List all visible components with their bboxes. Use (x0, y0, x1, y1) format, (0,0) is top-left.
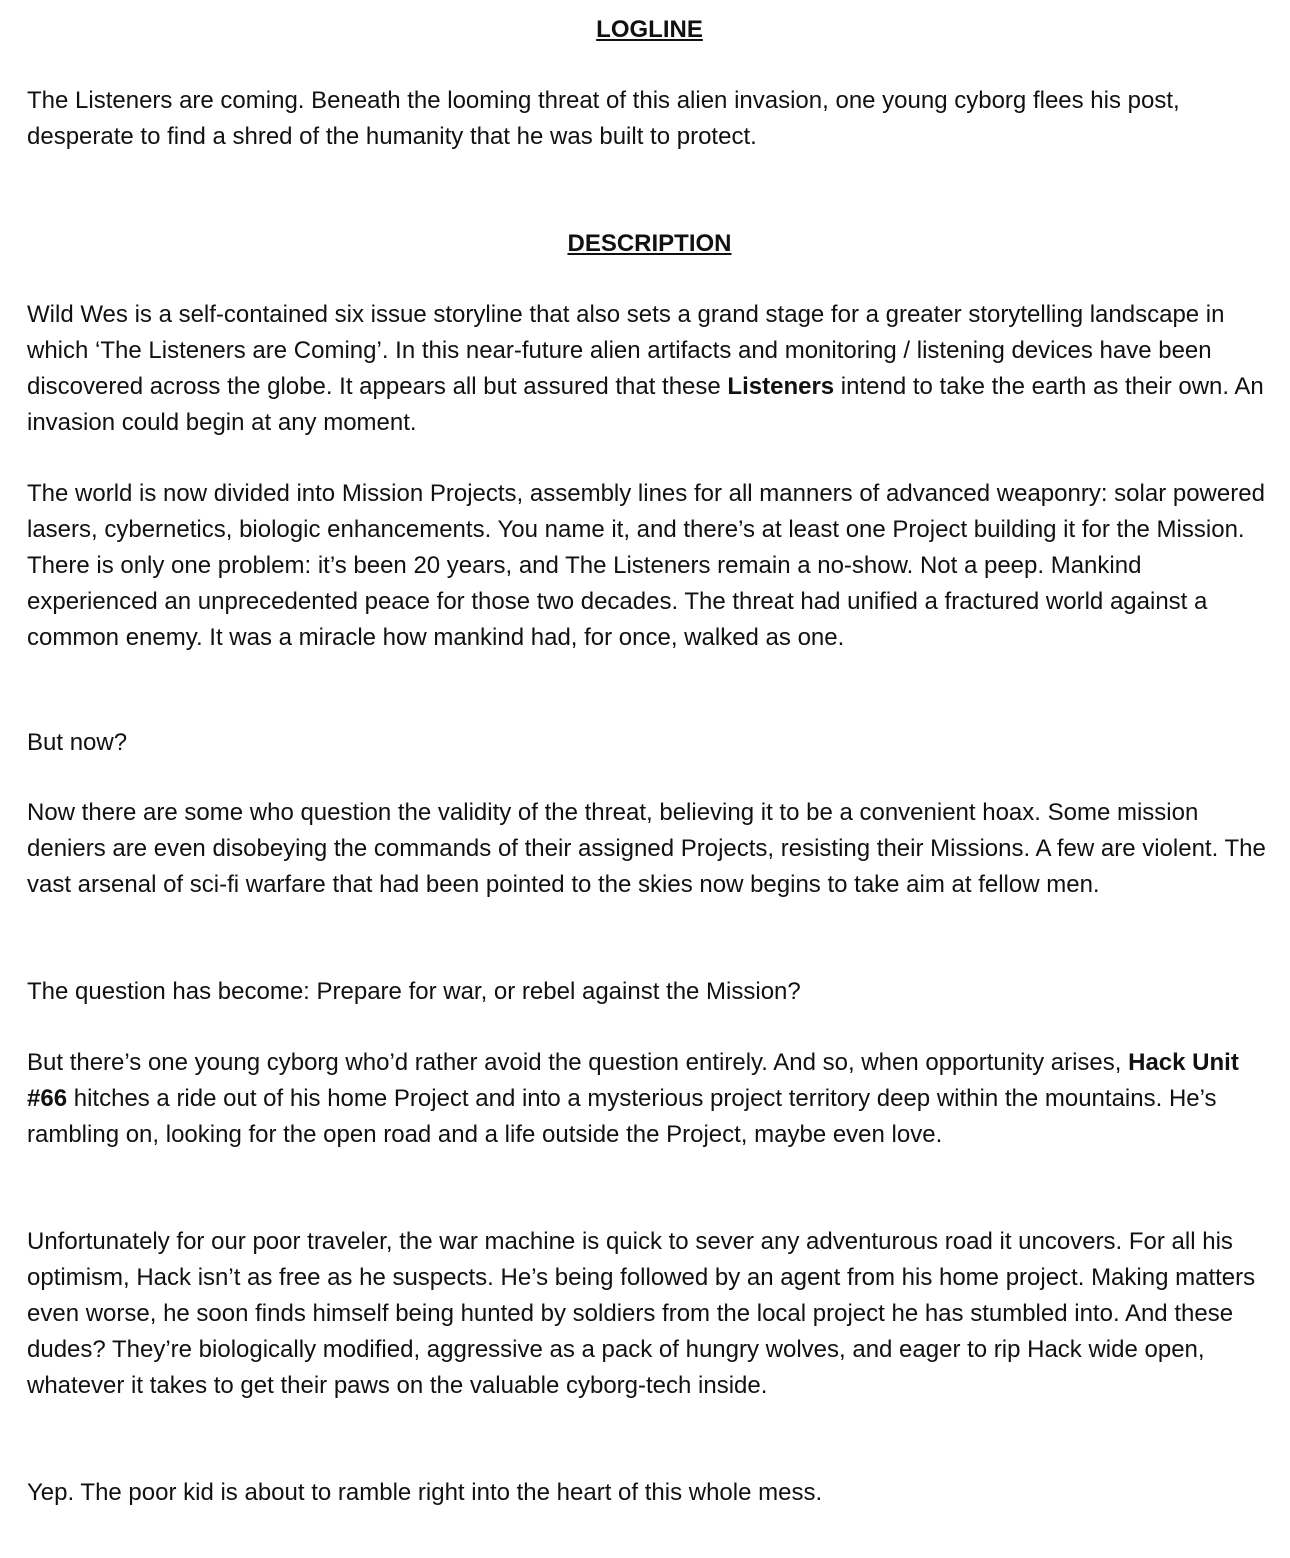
description-paragraph-7: Unfortunately for our poor traveler, the war machine is quick to sever any adventurous road it uncovers. For all his optimism, Hack isn’t as free as he suspects. He’s being followed by an agent from his home project. Making matters even worse, he soon finds himself being hunted by soldiers from the local project he has stumbled into. And these dudes? They’re biologically modified, aggressive as a pack of hungry wolves, and eager to rip Hack wide open, whatever it takes to get their paws on the valuable cyborg-tech inside. (27, 1228, 1256, 1399)
logline-text: The Listeners are coming. Beneath the looming threat of this alien invasion, one young cyborg flees his post, desperate to find a shred of the humanity that he was built to protect. (27, 87, 1180, 150)
listeners-bold-term: Listeners (727, 373, 835, 400)
paragraph-text: Wild Wes is a self-contained six issue storyline that also sets a grand stage for a greater storytelling landscape in which ‘The Listeners are Coming’. In this near-future alien artifacts and monitoring / listening devices have been discovered across the globe. It appears all but assured that these (27, 301, 1225, 400)
hack-unit-bold-term: Hack Unit #66 (27, 1049, 1239, 1112)
logline-heading: LOGLINE (596, 16, 703, 43)
paragraph-text: intend to take the earth as their own. An invasion could begin at any moment. (27, 373, 1264, 436)
description-paragraph-3: But now? (27, 729, 128, 756)
description-paragraph-6 (27, 1045, 1272, 1153)
description-heading: DESCRIPTION (567, 230, 732, 257)
description-paragraph-2: The world is now divided into Mission Projects, assembly lines for all manners of advanced weaponry: solar powered lasers, cybernetics, biologic enhancements. You name it, and there’s at least one Project building it for the Mission. There is only one problem: it’s been 20 years, and The Listeners remain a no-show. Not a peep. Mankind experienced an unprecedented peace for those two decades. The threat had unified a fractured world against a common enemy. It was a miracle how mankind had, for once, walked as one. (27, 480, 1265, 651)
description-paragraph-8: Yep. The poor kid is about to ramble right into the heart of this whole mess. (27, 1479, 823, 1506)
description-paragraph-1 (27, 297, 1272, 441)
paragraph-text: hitches a ride out of his home Project and into a mysterious project territory deep within the mountains. He’s rambling on, looking for the open road and a life outside the Project, maybe even love. (27, 1085, 1217, 1148)
paragraph-text: But there’s one young cyborg who’d rather avoid the question entirely. And so, when opportunity arises, (27, 1049, 1129, 1076)
description-paragraph-5: The question has become: Prepare for war, or rebel against the Mission? (27, 978, 801, 1005)
description-paragraph-4: Now there are some who question the validity of the threat, believing it to be a convenient hoax. Some mission deniers are even disobeying the commands of their assigned Projects, resisting their Missions. A few are violent. The vast arsenal of sci-fi warfare that had been pointed to the skies now begins to take aim at fellow men. (27, 799, 1266, 898)
